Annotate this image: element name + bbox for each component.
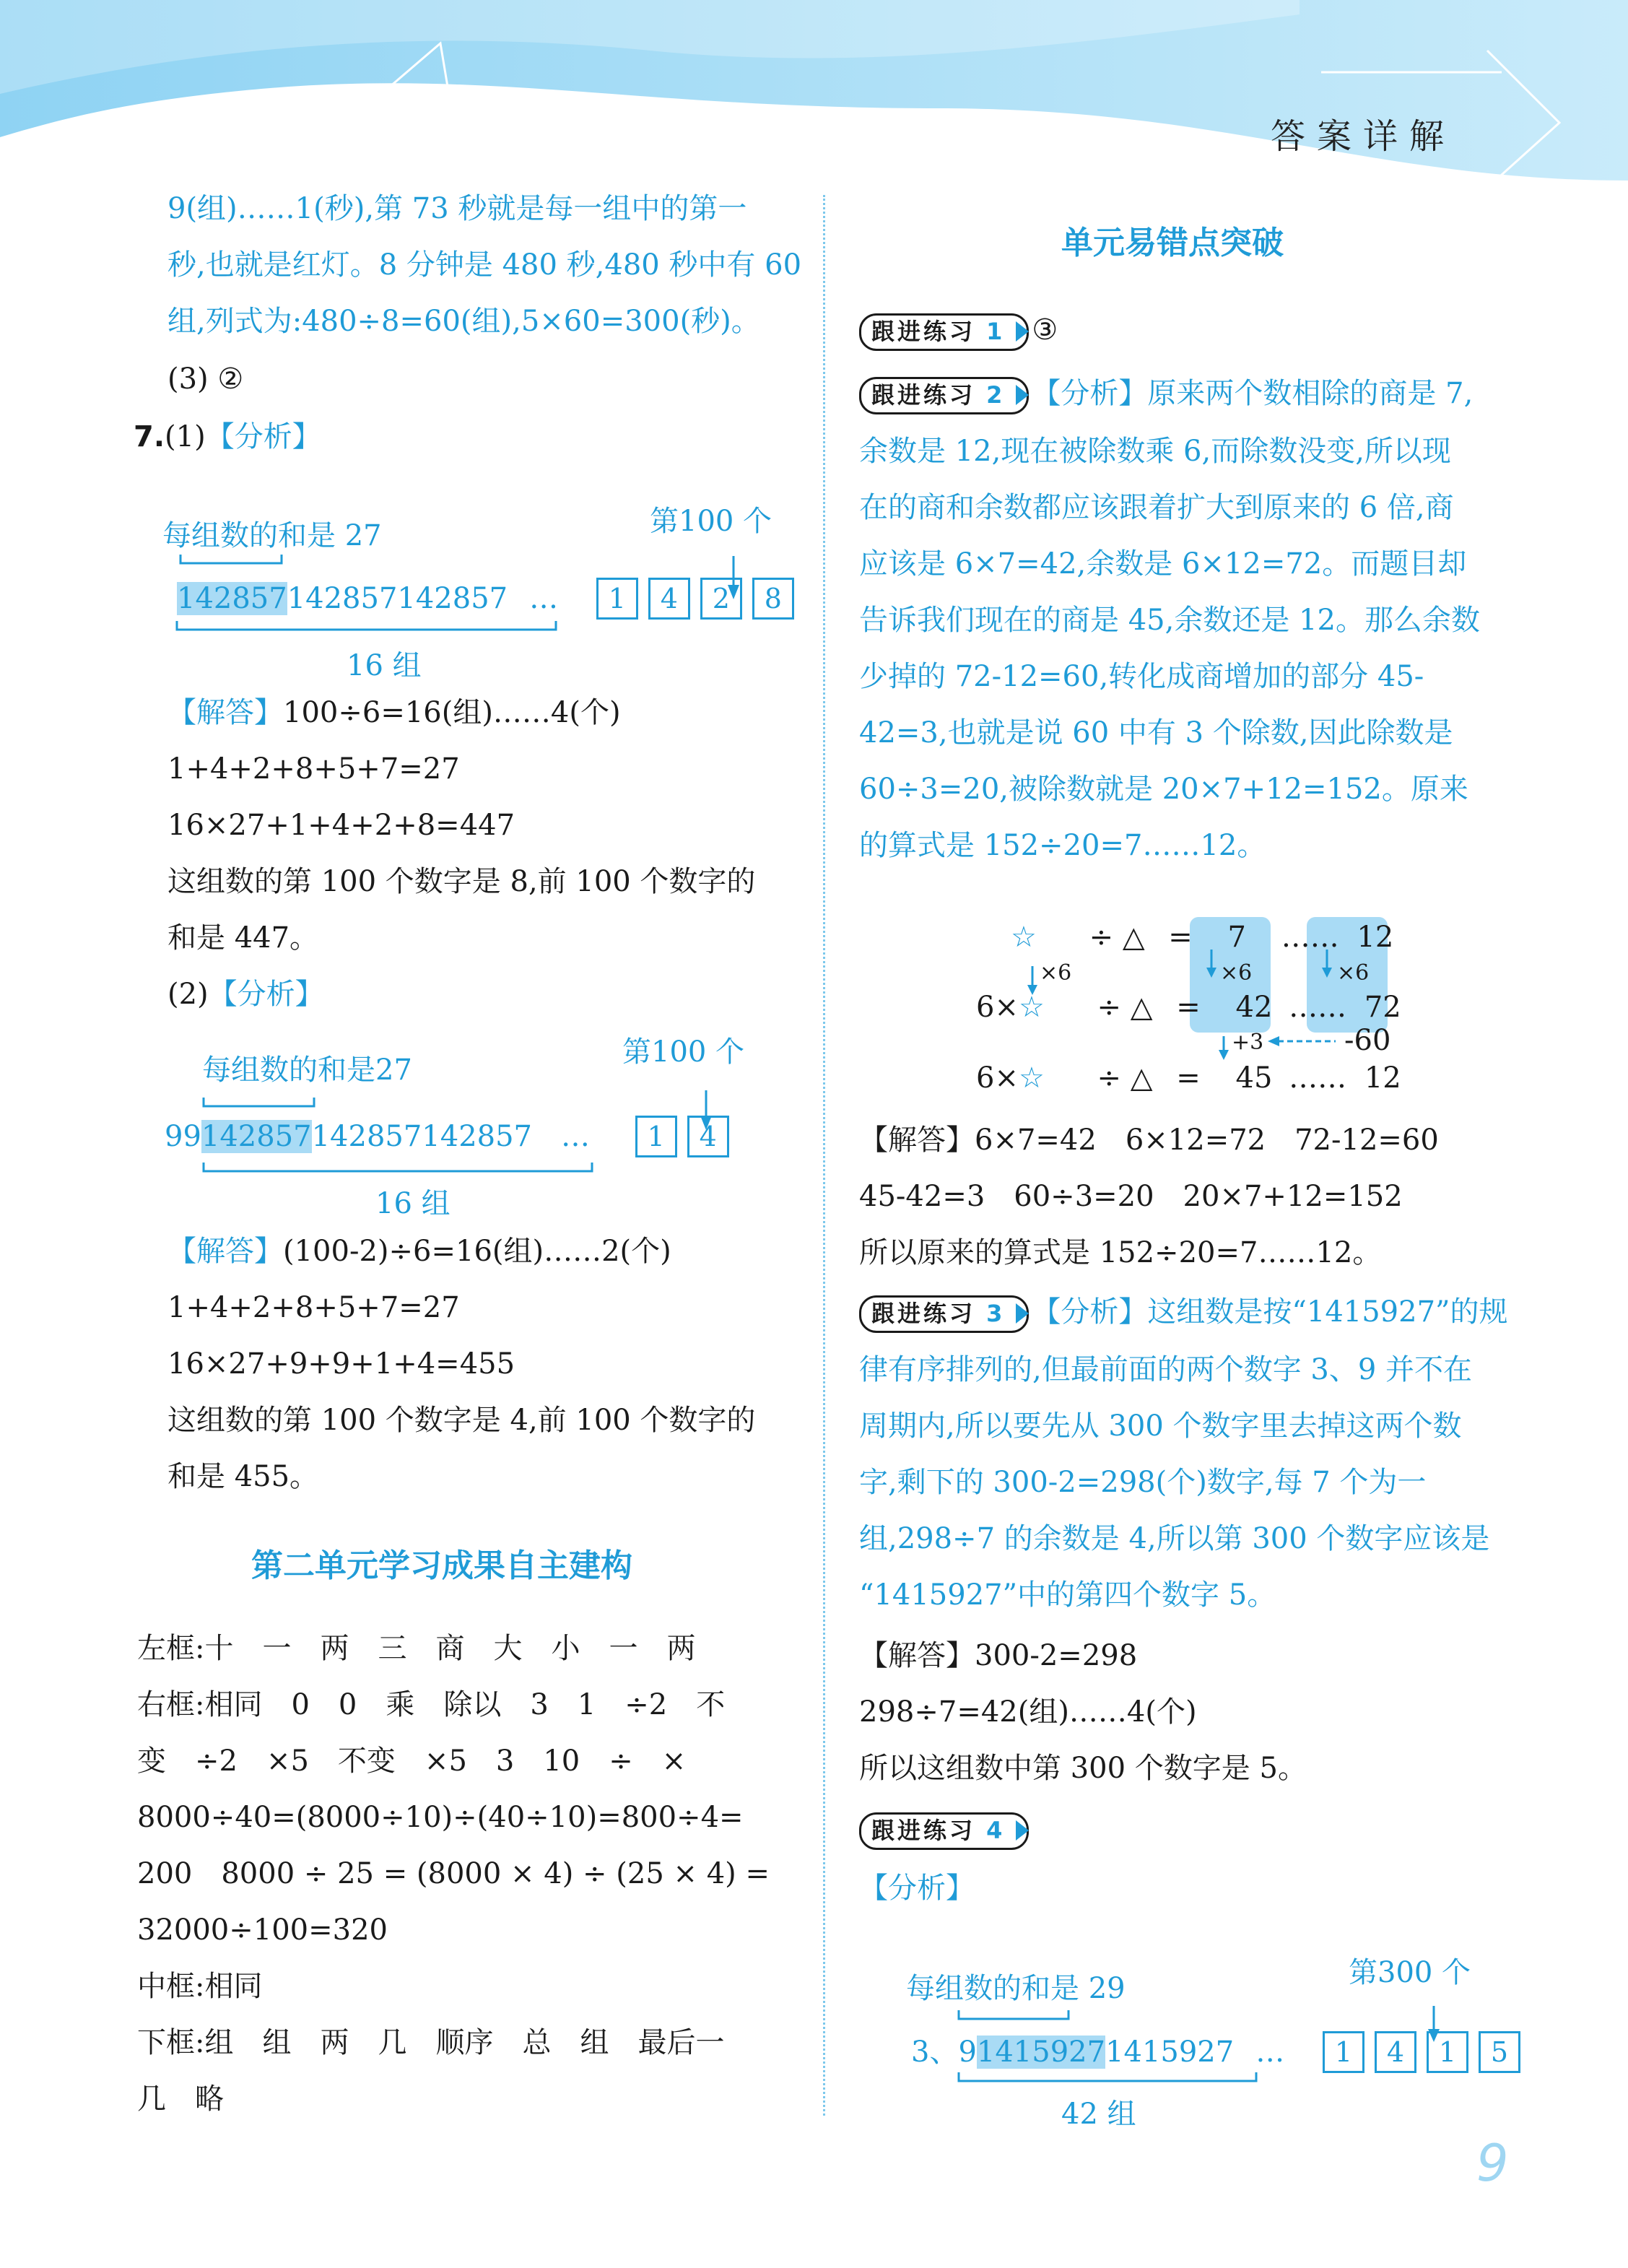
quotient-3: 45 [1235,1061,1273,1095]
position-label: 第300 个 [1349,1956,1471,1989]
triangle-icon: △ [1130,991,1153,1024]
group-count: 16 组 [347,649,422,682]
practice-number: 1 [986,318,1006,345]
practice-4 [859,1801,1032,1857]
digit-box: 1 [1323,2031,1364,2073]
cont-line-2: 秒,也就是红灯。8 分钟是 480 秒,480 秒中有 60 [167,248,802,282]
plus3-label: +3 [1232,1030,1264,1055]
highlight-group: 142857 [177,582,287,615]
practice-tag [859,1812,1029,1850]
group-count: 42 组 [1061,2098,1136,2131]
row-1 [1011,921,1393,954]
unit-section-title: 第二单元学习成果自主建构 [251,1547,632,1584]
divide-sign: ÷ [1097,991,1122,1024]
p2-line-8: 的算式是 152÷20=7……12。 [859,829,1266,862]
column-divider [823,195,825,2116]
ellipsis: …… [1289,991,1347,1024]
header-banner [0,0,1628,195]
p3-line-2: 周期内,所以要先从 300 个数字里去掉这两个数 [859,1409,1462,1443]
s2-line-5: 和是 455。 [167,1460,319,1493]
cont-line-3: 组,列式为:480÷8=60(组),5×60=300(秒)。 [167,305,760,338]
ellipsis: … [561,1120,590,1153]
ellipsis: …… [1281,921,1339,954]
unit-line-5: 200 8000 ÷ 25 = (8000 × 4) ÷ (25 × 4) = [137,1857,770,1890]
analysis-text: 【分析】原来两个数相除的商是 7, [1032,377,1474,410]
star-icon: ☆ [1011,921,1037,954]
right-section-title: 单元易错点突破 [1061,225,1284,261]
q7-part2: (2) [167,978,209,1011]
equals-sign: = [1168,921,1193,954]
sequence [911,2029,1531,2073]
q7-part2-header [167,966,324,1022]
sequence-rest: 142857142857 [311,1120,532,1153]
practice-tag [859,1295,1029,1333]
header-title: 答案详解 [1271,116,1456,157]
divide-sign: ÷ [1097,1061,1122,1095]
wave-background-icon [0,0,1628,195]
remainder-2: 72 [1364,991,1401,1024]
practice-tag-label: 跟进练习 [871,318,976,345]
six-times: 6× [976,991,1019,1024]
digit-box: 4 [648,578,690,620]
position-label: 第100 个 [622,1035,745,1069]
equals-sign: = [1176,1061,1201,1095]
quotient-2: 42 [1235,991,1273,1024]
practice-1 [859,302,1058,358]
answer-tag: 【解答】 [167,696,283,729]
p2-line-3: 应该是 6×7=42,余数是 6×12=72。而题目却 [859,547,1467,581]
p3-line-1: 律有序排列的,但最前面的两个数字 3、9 并不在 [859,1353,1473,1386]
sum-label: 每组数的和是27 [202,1053,412,1087]
practice-number: 4 [986,1817,1006,1844]
times6-label: ×6 [1220,960,1253,986]
ellipsis: … [529,582,559,615]
s2-line-2: 1+4+2+8+5+7=27 [167,1291,460,1324]
equals-sign: = [1176,991,1201,1024]
s2-line-4: 这组数的第 100 个数字是 4,前 100 个数字的 [167,1404,756,1437]
digit-box: 8 [752,578,794,620]
six-times: 6× [976,1061,1019,1095]
divide-sign: ÷ [1089,921,1114,954]
sequence [165,1116,739,1157]
s1-text: 100÷6=16(组)……4(个) [283,696,621,729]
practice-tag-label: 跟进练习 [871,381,976,409]
analysis-tag: 【分析】 [205,420,321,453]
unit-line-9: 几 略 [137,2082,224,2116]
position-label: 第100 个 [650,505,772,538]
p2-answer-1: 【解答】6×7=42 6×12=72 72-12=60 [859,1124,1439,1157]
practice-3-first [859,1284,1507,1340]
s2-line-3: 16×27+9+9+1+4=455 [167,1347,515,1381]
p3-line-5: “1415927”中的第四个数字 5。 [859,1578,1276,1612]
ellipsis: … [1255,2035,1285,2069]
sum-label: 每组数的和是 27 [162,519,382,552]
p2-line-1: 余数是 12,现在被除数乘 6,而除数没变,所以现 [859,435,1451,468]
digit-box: 5 [1479,2031,1520,2073]
triangle-icon: △ [1122,921,1145,954]
unit-line-2: 右框:相同 0 0 乘 除以 3 1 ÷2 不 [137,1688,726,1721]
analysis-text: 【分析】这组数是按“1415927”的规 [1032,1295,1508,1329]
sequence-prefix: 99 [165,1120,201,1153]
practice-tag-label: 跟进练习 [871,1817,976,1844]
unit-line-1: 左框:十 一 两 三 商 大 小 一 两 [137,1632,696,1665]
p2-line-4: 告诉我们现在的商是 45,余数还是 12。那么余数 [859,604,1480,637]
practice-1-answer: ③ [1032,313,1058,347]
practice-number: 2 [986,381,1006,409]
s2-line-1 [167,1223,671,1279]
digit-box: 1 [596,578,638,620]
practice-tag [859,377,1029,414]
q7-header [134,409,321,465]
practice-tag [859,313,1029,351]
highlight-group: 1415927 [976,2035,1106,2069]
unit-line-4: 8000÷40=(8000÷10)÷(40÷10)=800÷4= [137,1801,744,1834]
sum-label: 每组数的和是 29 [906,1972,1126,2005]
row-3 [976,1061,1401,1095]
s2-text: (100-2)÷6=16(组)……2(个) [283,1235,671,1268]
digit-box: 4 [1375,2031,1416,2073]
p2-line-7: 60÷3=20,被除数就是 20×7+12=152。原来 [859,773,1468,806]
p2-answer-3: 所以原来的算式是 152÷20=7……12。 [859,1236,1382,1269]
p2-line-2: 在的商和余数都应该跟着扩大到原来的 6 倍,商 [859,491,1454,524]
times6-label: ×6 [1337,960,1370,986]
p3-line-4: 组,298÷7 的余数是 4,所以第 300 个数字应该是 [859,1522,1490,1555]
q7-part1: (1) [165,420,206,453]
p3-answer-1: 【解答】300-2=298 [859,1639,1138,1672]
p3-answer-2: 298÷7=42(组)……4(个) [859,1695,1197,1729]
unit-line-3: 变 ÷2 ×5 不变 ×5 3 10 ÷ × [137,1745,687,1778]
page-number: 9 [1476,2134,1509,2193]
practice-2-first [859,365,1473,422]
p3-answer-3: 所以这组数中第 300 个数字是 5。 [859,1752,1307,1785]
ellipsis: …… [1289,1061,1347,1095]
remainder-1: 12 [1357,921,1394,954]
row-2 [976,991,1401,1024]
highlight-group: 142857 [201,1120,312,1153]
p2-line-6: 42=3,也就是说 60 中有 3 个除数,因此除数是 [859,716,1453,750]
practice-number: 3 [986,1300,1006,1327]
unit-line-7: 中框:相同 [137,1970,263,2003]
q3-answer: (3) ② [167,362,244,396]
unit-line-6: 32000÷100=320 [137,1913,388,1947]
remainder-3: 12 [1364,1061,1401,1095]
digit-box: 2 [700,578,742,620]
sequence-rest: 142857142857 [287,582,508,615]
q7-number: 7. [134,420,165,453]
s1-line-1 [167,685,621,741]
minus60-label: -60 [1344,1024,1391,1057]
group-count: 16 组 [375,1187,450,1220]
s1-line-5: 和是 447。 [167,921,319,955]
p3-line-3: 字,剩下的 300-2=298(个)数字,每 7 个为一 [859,1466,1427,1499]
quotient-1: 7 [1227,921,1246,954]
sequence [177,578,804,620]
s1-line-2: 1+4+2+8+5+7=27 [167,752,460,786]
p2-line-5: 少掉的 72-12=60,转化成商增加的部分 45- [859,660,1424,693]
practice-tag-label: 跟进练习 [871,1300,976,1327]
p4-analysis: 【分析】 [859,1872,975,1905]
times6-label: ×6 [1040,960,1072,986]
digit-box: 1 [635,1116,677,1157]
answer-tag: 【解答】 [167,1235,283,1268]
sequence-prefix: 3、9 [911,2035,977,2069]
cont-line-1: 9(组)……1(秒),第 73 秒就是每一组中的第一 [167,192,747,225]
unit-line-8: 下框:组 组 两 几 顺序 总 组 最后一 [137,2026,725,2059]
s1-line-4: 这组数的第 100 个数字是 8,前 100 个数字的 [167,865,756,898]
triangle-icon: △ [1130,1061,1153,1095]
analysis-tag: 【分析】 [208,978,324,1011]
p2-answer-2: 45-42=3 60÷3=20 20×7+12=152 [859,1180,1403,1213]
digit-box: 4 [687,1116,729,1157]
sequence-rest: 1415927 [1105,2035,1235,2069]
s1-line-3: 16×27+1+4+2+8=447 [167,809,515,842]
star-icon: ☆ [1018,991,1045,1024]
star-icon: ☆ [1018,1061,1045,1095]
digit-box: 1 [1427,2031,1468,2073]
